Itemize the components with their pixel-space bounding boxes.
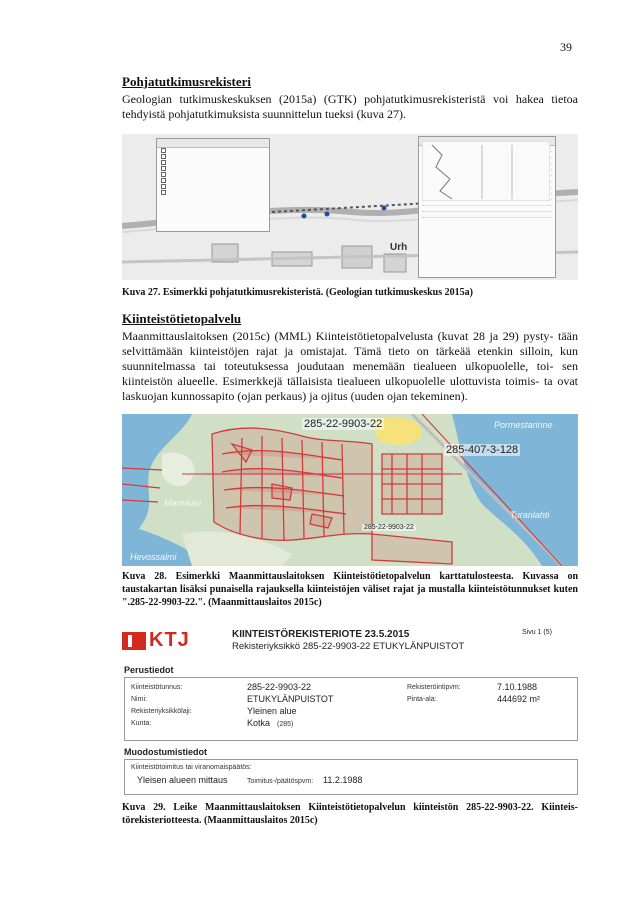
muodostumistiedot-heading: Muodostumistiedot [124, 747, 207, 757]
parcel-label-right: 285-407-3-128 [446, 444, 519, 456]
map-place-label: Urh [390, 242, 408, 253]
pinta-ala-label: Pinta-ala: [407, 696, 437, 703]
figure-27-map-screenshot [122, 134, 578, 280]
parcel-label-small: 285-22-9903-22 [364, 524, 414, 531]
extract-page-indicator: Sivu 1 (5) [522, 629, 552, 636]
place-label-turanlahti: Turanlahti [510, 510, 550, 520]
place-label-hevossalmi: Hevossalmi [130, 552, 177, 562]
perustiedot-box [124, 677, 578, 741]
kunta-code: (285) [277, 721, 294, 728]
rekisterointipvm-label: Rekisteröintipvm: [407, 684, 461, 691]
muodostumistiedot-box [124, 759, 578, 795]
figure-28-caption: Kuva 28. Esimerkki Maanmittauslaitoksen Kiinteistötietopalvelun karttatulosteesta. Kuvassa on taustakartan lisäksi punaisella rajauksella kiinteistöjen väliset rajat ja mustalla kiinteistötunnukset kuten ".285-22-9903-22.". (Maanmittauslaitos 2015c) [122, 571, 578, 608]
layer-panel-titlebar[interactable] [157, 139, 269, 148]
toimitus-pvm-label: Toimitus-/päätöspvm: [247, 778, 314, 785]
kiinteistotunnus-value: 285-22-9903-22 [247, 682, 312, 692]
ktj-logo-text: KTJ [149, 629, 190, 651]
soil-profile-graph [422, 141, 550, 201]
place-label-marinkari: Marinkari [164, 498, 202, 508]
nimi-value: ETUKYLÄNPUISTOT [247, 694, 334, 704]
place-label-pormestarinne: Pormestarinne [494, 420, 553, 430]
extract-title: KIINTEISTÖREKISTERIOTE 23.5.2015 [232, 629, 410, 640]
figure-27-caption: Kuva 27. Esimerkki pohjatutkimusrekisteristä. (Geologian tutkimuskeskus 2015a) [122, 287, 473, 298]
rekisterointipvm-value: 7.10.1988 [497, 682, 538, 692]
rekisteriyksikkolaji-label: Rekisteriyksikkölaji: [131, 708, 192, 715]
kiinteistotunnus-label: Kiinteistötunnus: [131, 684, 183, 691]
figure-28-parcel-map [122, 414, 578, 566]
toimitus-value: Yleisen alueen mittaus [137, 775, 228, 785]
kunta-value: Kotka [247, 718, 271, 728]
layer-row[interactable] [157, 190, 269, 196]
info-panel-window[interactable] [418, 136, 556, 278]
figure-29-caption: Kuva 29. Leike Maanmittauslaitoksen Kiinteistötietopalvelun kiinteistön 285-22-9903-22. Kiinteis- törekisteriotteesta. (Maanmittauslaitos 2015c) [122, 802, 578, 826]
parcel-map-graphic [122, 414, 578, 566]
toimitus-pvm-value: 11.2.1988 [323, 775, 363, 785]
parcel-label-main: 285-22-9903-22 [304, 418, 383, 430]
toimitus-label: Kiinteistötoimitus tai viranomaispäätös: [131, 764, 252, 771]
section-heading-pohjatutkimusrekisteri: Pohjatutkimusrekisteri [122, 74, 252, 89]
paragraph-mml: Maanmittauslaitoksen (2015c) (MML) Kiinteistötietopalvelusta (kuvat 28 ja 29) pysty- tään selvittämään kiinteistöjen rajat ja omistajat. Tämä tieto on tärkeää etenkin silloin, kun suunnitelmassa tai toteutuksessa joudutaan menemään tiealueen ulkopuolelle, toi- sen kiinteistön alueelle. Esimerkkejä tällaisista tiealueen ulkopuolelle ulottuvista toimis- ta ovat laskuojan kunnossapito (ojan perkaus) ja ojitus (uuden ojan tekeminen). [122, 329, 578, 403]
paragraph-gtk: Geologian tutkimuskeskuksen (2015a) (GTK) pohjatutkimusrekisteristä voi hakea tietoa tehdyistä pohjatutkimuksista suunnittelun tueksi (kuva 27). [122, 92, 578, 121]
ktj-logo [122, 629, 190, 652]
figure-29-register-extract [122, 619, 578, 797]
layer-panel-window[interactable] [156, 138, 270, 232]
ktj-logo-mark-icon [122, 632, 146, 650]
section-heading-kiinteistotietopalvelu: Kiinteistötietopalvelu [122, 311, 242, 326]
extract-subtitle: Rekisteriyksikkö 285-22-9903-22 ETUKYLÄNPUISTOT [232, 641, 465, 652]
perustiedot-heading: Perustiedot [124, 665, 174, 675]
kunta-label: Kunta: [131, 720, 152, 727]
pinta-ala-value: 444692 m² [497, 694, 541, 704]
rekisteriyksikkolaji-value: Yleinen alue [247, 706, 297, 716]
page-content [122, 74, 578, 827]
nimi-label: Nimi: [131, 696, 147, 703]
page-number: 39 [560, 40, 572, 54]
